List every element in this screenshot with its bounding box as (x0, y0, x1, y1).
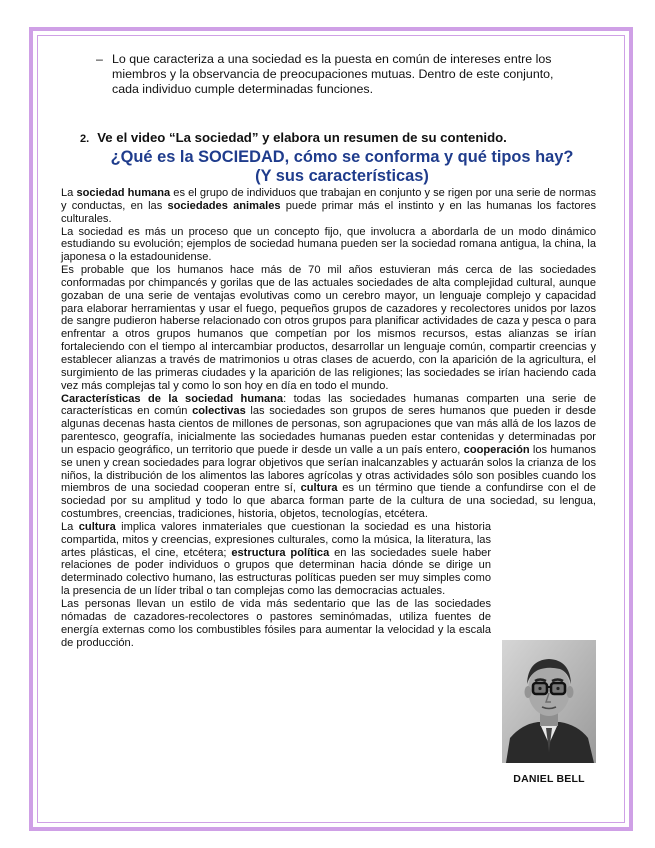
bold-term: cultura (78, 520, 116, 533)
bold-term: colectivas (192, 405, 246, 418)
bullet-text: Lo que caracteriza a una sociedad es la puesta en común de intereses entre los miembros y la observancia de preocupaciones mutuas. Dentro de este conjunto, cada individuo cumple determinadas funciones. (112, 52, 554, 97)
text-run: La (61, 187, 77, 199)
text-run: es el grupo de individuos que trabajan en conjunto y se rigen por una serie de normas y conductas, en las (61, 187, 597, 212)
bold-term: estructura política (231, 546, 330, 559)
paragraph-culture (61, 521, 491, 598)
paragraph-sedentary: Las personas llevan un estilo de vida más sedentario que las de las sociedades nómadas de cazadores-recolectores o pastores seminómadas, utiliza fuentes de energía externas como los combustibles fósiles para aumentar la velocidad y la escala de producción. (61, 598, 491, 649)
text-run: es un término que tiende a confundirse con el de sociedad por su amplitud y todo lo que abarca forman parte de la cultura de una sociedad, su lengua, costumbres, creencias, tradiciones, historia, objetos, tecnologías, etcétera. (61, 482, 596, 521)
question-text: Ve el video “La sociedad” y elabora un resumen de su contenido. (97, 130, 507, 145)
photo-caption: DANIEL BELL (513, 773, 585, 785)
portrait-photo (502, 640, 596, 763)
wrapped-text-block (61, 521, 491, 649)
paragraph-history: Es probable que los humanos hace más de 70 mil años estuvieran más cerca de las sociedades conformadas por chimpancés y gorilas que de las actuales sociedades de alta complejidad cultural, aunque gozaban de una serie de ventajas evolutivas como un cerebro mayor, un lenguaje complejo y capacidad para elaborar herramientas y usar el fuego, pequeños grupos de cazadores y recolectores unidos por lazos de sangre pudieron haberse relacionado con otros grupos para planificar actividades de caza y pesca o para enfrentar a otros grupos humanos que competían por los mismos recursos, estas alianzas se irían fortaleciendo con el tiempo al intercambiar productos, desarrollar un lenguaje común, compartir creencias y establecer alianzas a través de matrimonios u otras clases de acuerdo, con la aparición de la agricultura, el surgimiento de las primeras ciudades y la aparición de las religiones; las sociedades se irían haciendo cada vez más complejas tal y como lo son hoy en día en todo el mundo. (61, 264, 596, 392)
heading-line-1: ¿Qué es la SOCIEDAD, cómo se conforma y qué tipos hay? (110, 148, 574, 166)
section-heading (82, 148, 602, 186)
heading-line-2: (Y sus características) (255, 167, 429, 185)
bullet-item (96, 52, 582, 98)
portrait-image (502, 640, 596, 763)
bold-term: sociedades animales (167, 199, 281, 212)
text-run: puede primar más el instinto y en las humanas los factores culturales. (61, 199, 596, 225)
text-run: en las sociedades suele haber relaciones de poder individuos o grupos que determinan hacia dónde se dirige un determinado colectivo humano, las estructuras políticas pueden ser muy simples como la presencia de un líder tribal o tan complejas como las democracias actuales. (61, 546, 492, 598)
question-item (80, 130, 600, 147)
text-run: las sociedades son grupos de seres humanos que pueden ir desde algunas decenas hasta cientos de millones de personas, son agrupaciones que van más allá de los lazos de parentesco, geografía, inicialmente las sociedades humanas pueden estar contenidas y determinadas por un espacio geográfico, un territorio que puede ir desde un valle a un país entero, (61, 405, 596, 456)
question-number: 2. (80, 133, 90, 145)
text-run: La (61, 520, 79, 533)
bold-term: sociedad humana (76, 187, 171, 199)
text-run: : todas las sociedades humanas comparten una serie de características en común (61, 392, 596, 418)
paragraph-definition (61, 187, 596, 226)
paragraph-characteristics (61, 393, 596, 521)
bullet-marker: – (96, 52, 103, 66)
bold-term: cooperación (463, 443, 530, 456)
body-text (61, 187, 596, 649)
paragraph-process: La sociedad es más un proceso que un concepto fijo, que involucra a abordarla de un modo dinámico estudiando su evolución; ejemplos de sociedad humana pueden ser la sociedad romana antigua, la china, la japonesa o la estadounidense. (61, 225, 596, 264)
text-run: implica valores inmateriales que cuestionan la sociedad es una historia compartida, mitos y creencias, expresiones culturales, como la música, la literatura, las artes plásticas, el cine, etcétera; (61, 520, 492, 559)
text-run: los humanos se unen y crean sociedades para lograr objetivos que serían inalcanzables y actuarán solos la crianza de los niños, la distribución de los alimentos las labores agrícolas y otras actividades sólo son posibles cuando los miembros de una sociedad cooperan entre sí, (61, 443, 597, 495)
bold-term: cultura (300, 482, 338, 495)
bold-term: Características de la sociedad humana (61, 392, 284, 405)
